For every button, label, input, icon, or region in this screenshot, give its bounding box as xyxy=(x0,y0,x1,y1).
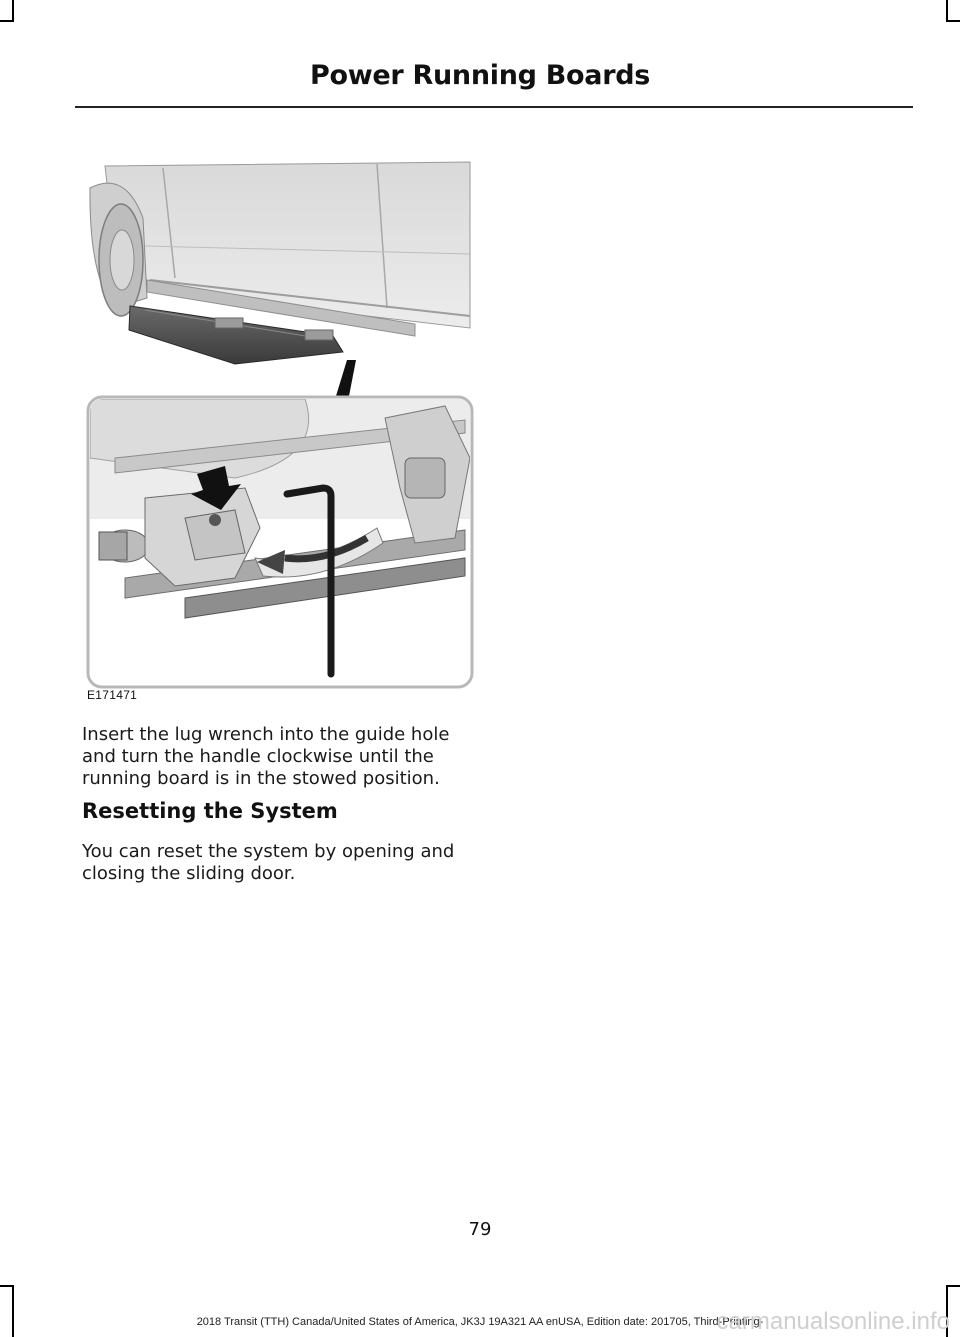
crop-mark-bottom-left xyxy=(12,1285,14,1337)
crop-mark-top-left xyxy=(0,20,14,22)
crop-mark-bottom-right xyxy=(946,1285,960,1287)
instruction-paragraph: Insert the lug wrench into the guide hole and turn the handle clockwise until the running board is in the stowed position. xyxy=(82,724,450,789)
page-number: 79 xyxy=(468,1219,492,1240)
crop-mark-top-right xyxy=(946,20,960,22)
watermark: carmanualsonline.info xyxy=(716,1308,950,1335)
van-side-view xyxy=(85,158,470,368)
crop-mark-bottom-left xyxy=(0,1285,14,1287)
section-heading: Resetting the System xyxy=(82,799,338,823)
reset-paragraph: You can reset the system by opening and closing the sliding door. xyxy=(82,841,455,884)
edition-footer: 2018 Transit (TTH) Canada/United States of America, JK3J 19A321 AA enUSA, Edition date: 201705, Third-Printing- xyxy=(196,1316,764,1328)
running-board-lug-wrench-illustration xyxy=(85,158,477,694)
crop-mark-top-left xyxy=(12,0,14,22)
figure-id-label: E171471 xyxy=(87,688,138,702)
crop-mark-top-right xyxy=(946,0,948,22)
header-divider xyxy=(75,106,913,108)
page-title: Power Running Boards xyxy=(309,60,651,91)
detail-view xyxy=(88,397,472,687)
